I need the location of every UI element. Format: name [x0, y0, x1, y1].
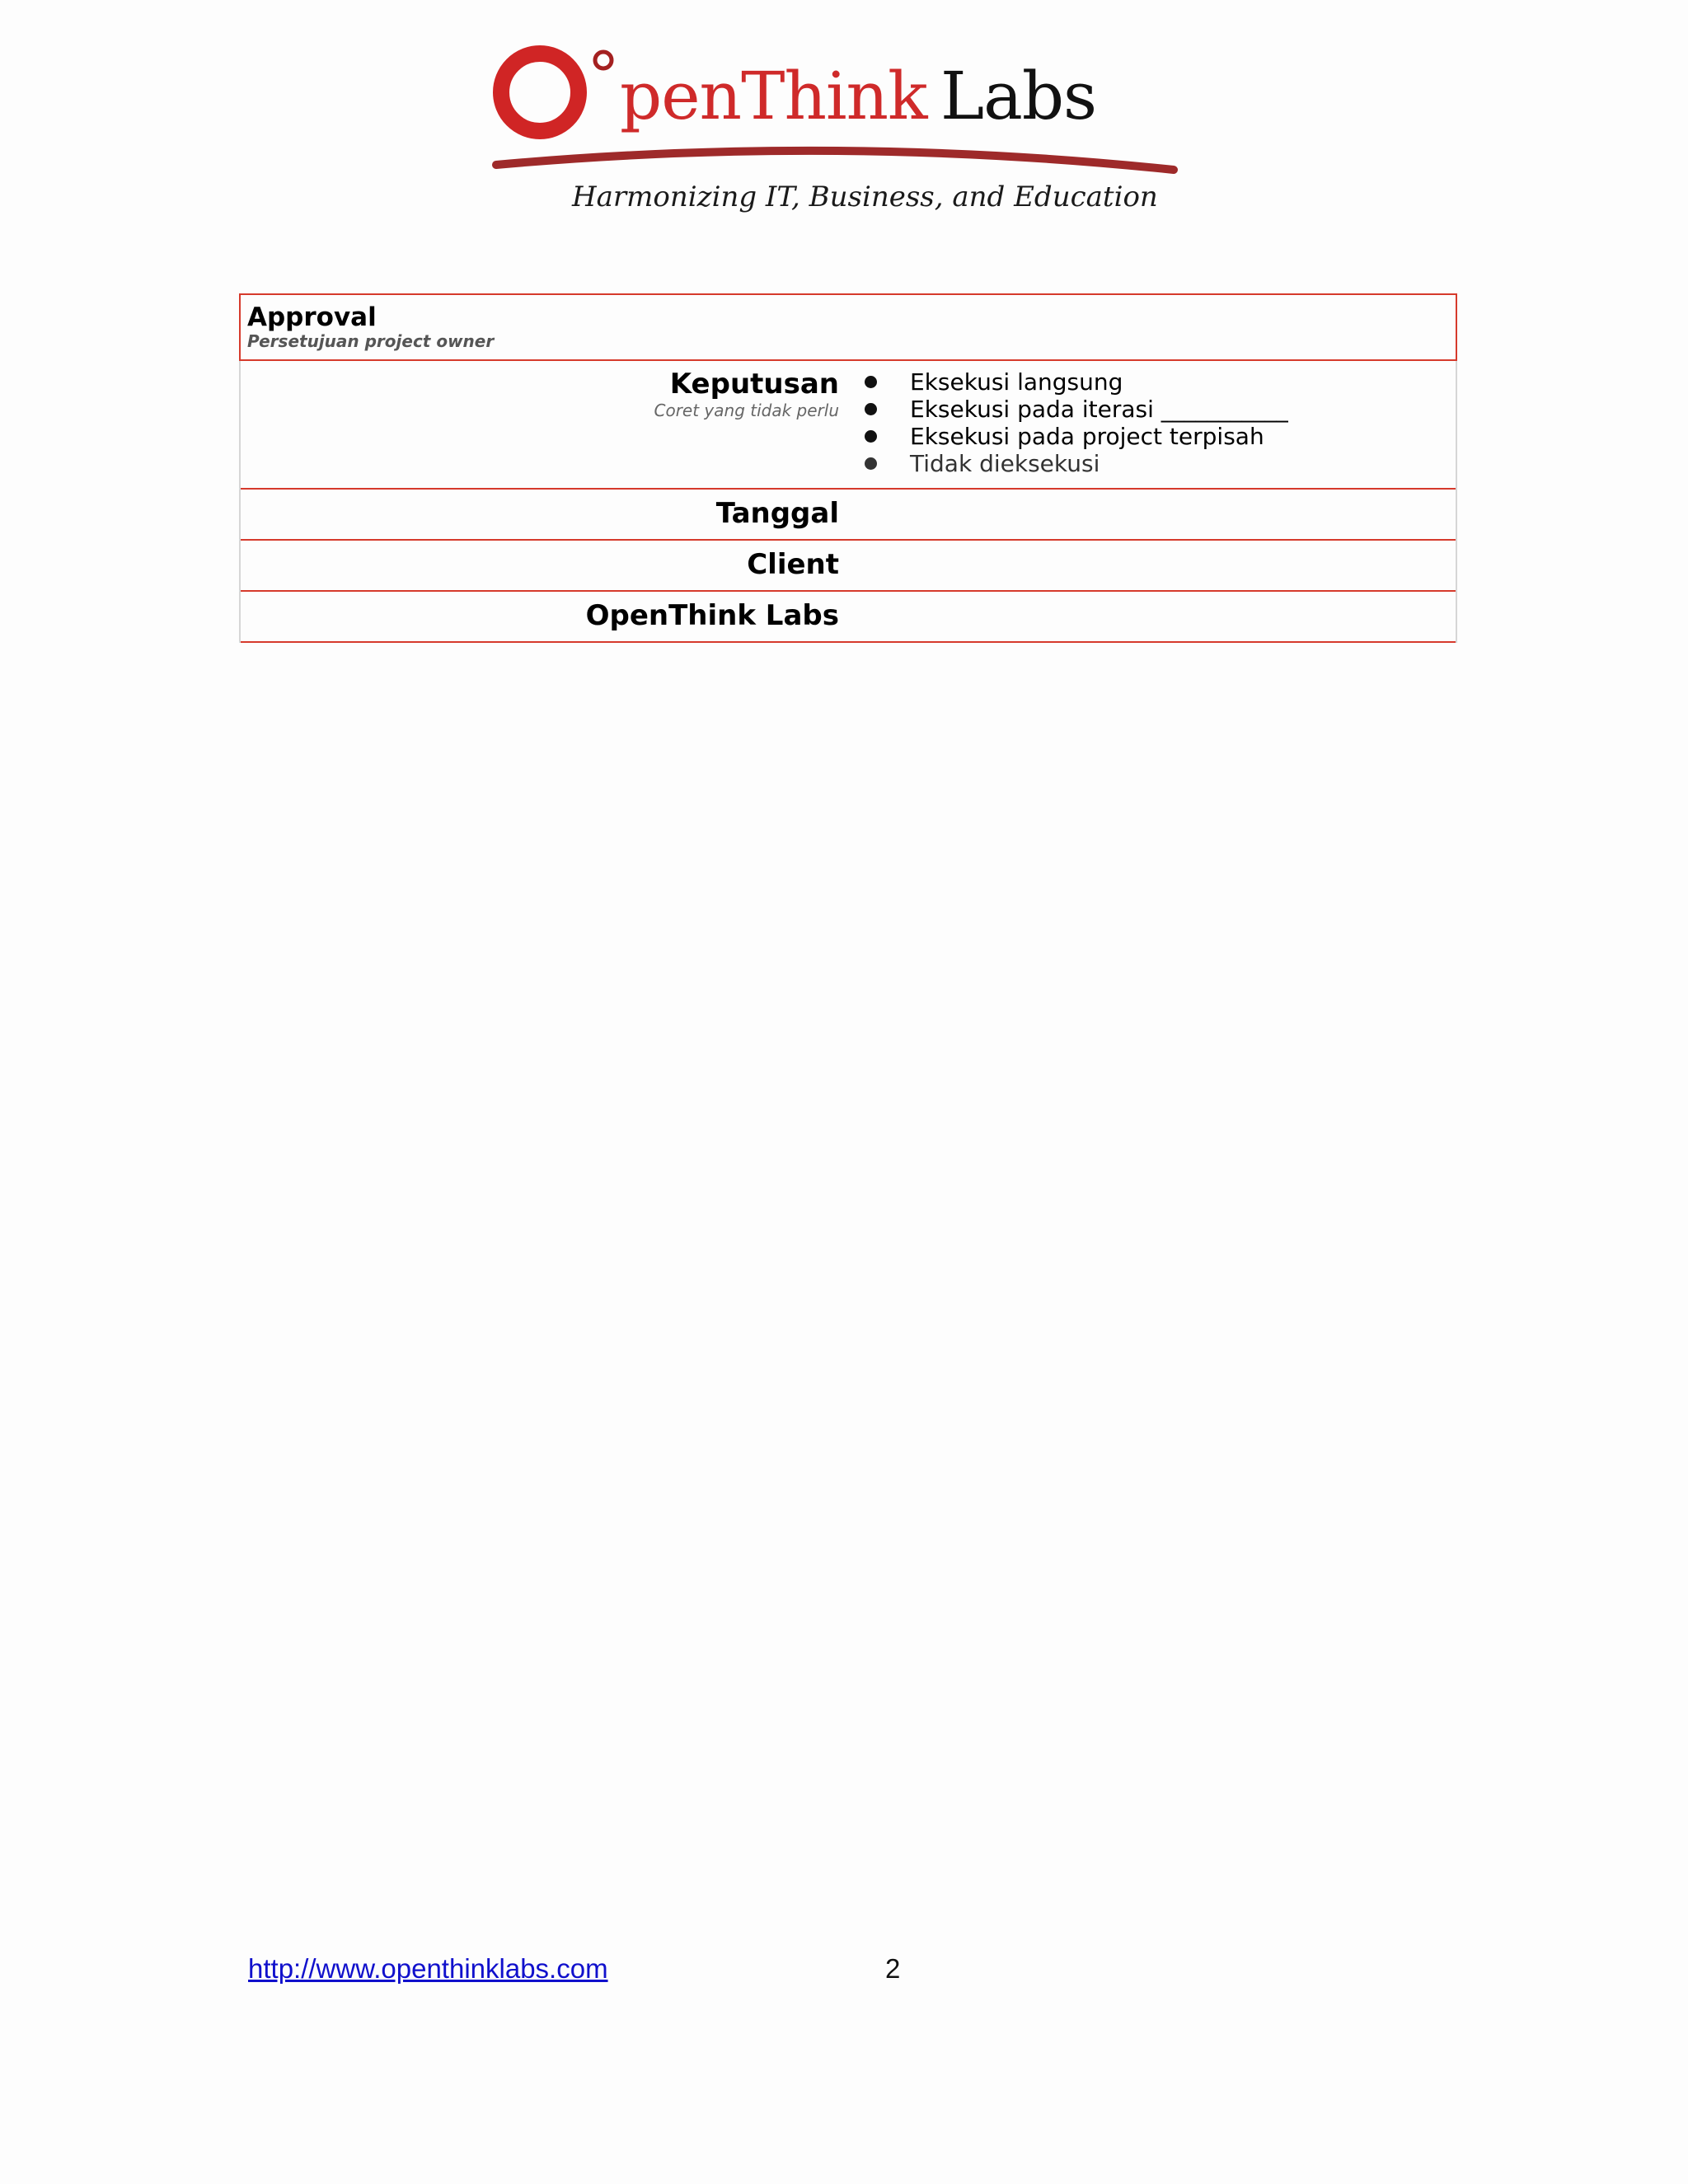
decision-label: Keputusan	[669, 368, 839, 401]
decision-option-label: Tidak dieksekusi	[910, 450, 1100, 477]
bullet-icon	[865, 403, 877, 415]
client-label: Client	[747, 548, 839, 581]
decision-option[interactable]	[910, 368, 1288, 396]
decision-label-block	[654, 368, 840, 420]
decision-option[interactable]	[910, 423, 1288, 450]
decision-option-label: Eksekusi pada iterasi ___________	[910, 396, 1288, 423]
client-row	[241, 541, 1456, 592]
company-logo	[488, 40, 1180, 229]
decision-options	[910, 368, 1288, 477]
approval-table	[239, 293, 1457, 643]
bullet-icon	[865, 457, 877, 470]
date-label: Tanggal	[715, 497, 839, 530]
logo-tagline: Harmonizing IT, Business, and Education	[572, 180, 1158, 213]
bullet-icon	[865, 430, 877, 443]
bullet-icon	[865, 376, 877, 388]
decision-row	[241, 361, 1456, 490]
approval-header	[239, 293, 1457, 361]
decision-option-label: Eksekusi pada project terpisah	[910, 423, 1264, 450]
footer-website-link[interactable]: http://www.openthinklabs.com	[248, 1953, 608, 1984]
decision-option[interactable]	[910, 450, 1288, 477]
approval-title: Approval	[247, 302, 377, 332]
company-signature-row	[241, 592, 1456, 643]
approval-subtitle: Persetujuan project owner	[247, 331, 495, 351]
date-row	[241, 490, 1456, 541]
decision-option-label: Eksekusi langsung	[910, 368, 1123, 396]
decision-hint: Coret yang tidak perlu	[654, 401, 839, 420]
page-number: 2	[885, 1953, 901, 1984]
logo-wordmark-red: penThink	[620, 58, 927, 134]
company-label: OpenThink Labs	[585, 599, 839, 632]
decision-option[interactable]	[910, 396, 1288, 423]
logo-wordmark-black: Labs	[940, 58, 1097, 134]
